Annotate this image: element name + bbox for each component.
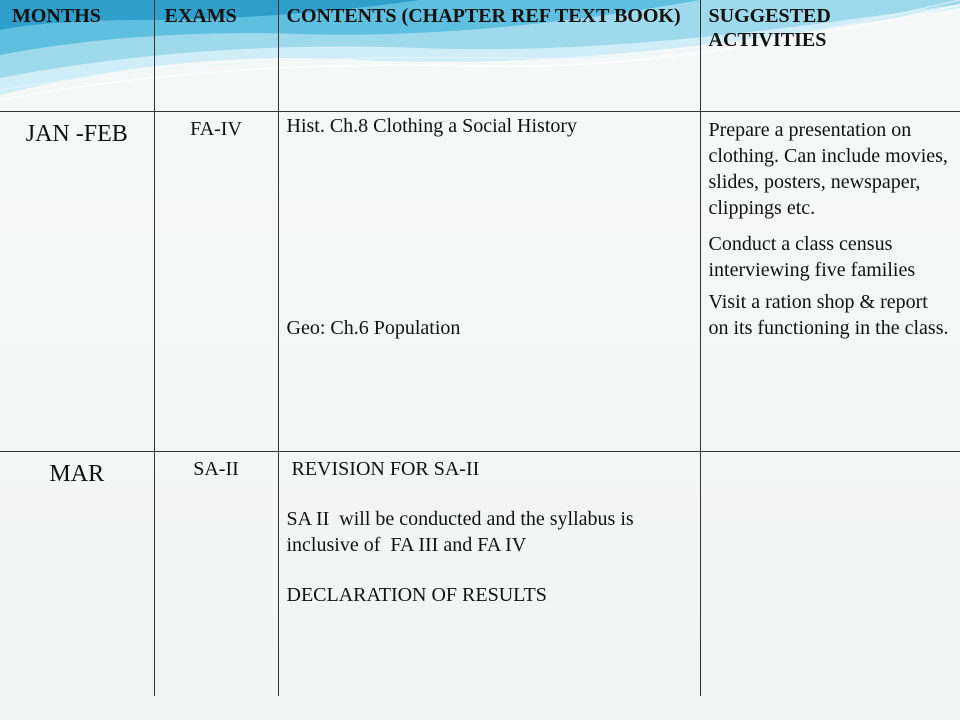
table-row [0,111,960,451]
content-item: DECLARATION OF RESULTS [286,583,547,606]
activity-item: Visit a ration shop & report on its functioning in the class. [708,290,949,339]
activities-cell [700,111,960,451]
activity-item: Conduct a class census interviewing five families [708,232,916,281]
month-cell: MAR [0,451,154,696]
content-item: Hist. Ch.8 Clothing a Social History [286,114,578,137]
month-cell: JAN -FEB [0,111,154,451]
exam-cell: SA-II [154,451,278,696]
header-exams: EXAMS [154,0,278,111]
content-item: REVISION FOR SA-II [286,457,480,480]
table-row [0,451,960,696]
exam-cell: FA-IV [154,111,278,451]
header-months: MONTHS [0,0,154,111]
contents-cell [278,111,700,451]
content-item: Geo: Ch.6 Population [286,316,461,339]
activity-item: Prepare a presentation on clothing. Can include movies, slides, posters, newspaper, clippings etc. [708,118,948,219]
content-item: SA II will be conducted and the syllabus is inclusive of FA III and FA IV [286,507,639,556]
table-header-row [0,0,960,111]
contents-cell [278,451,700,696]
activities-cell-empty [700,451,960,696]
header-suggested-activities: SUGGESTED ACTIVITIES [700,0,960,111]
header-contents: CONTENTS (CHAPTER REF TEXT BOOK) [278,0,700,111]
